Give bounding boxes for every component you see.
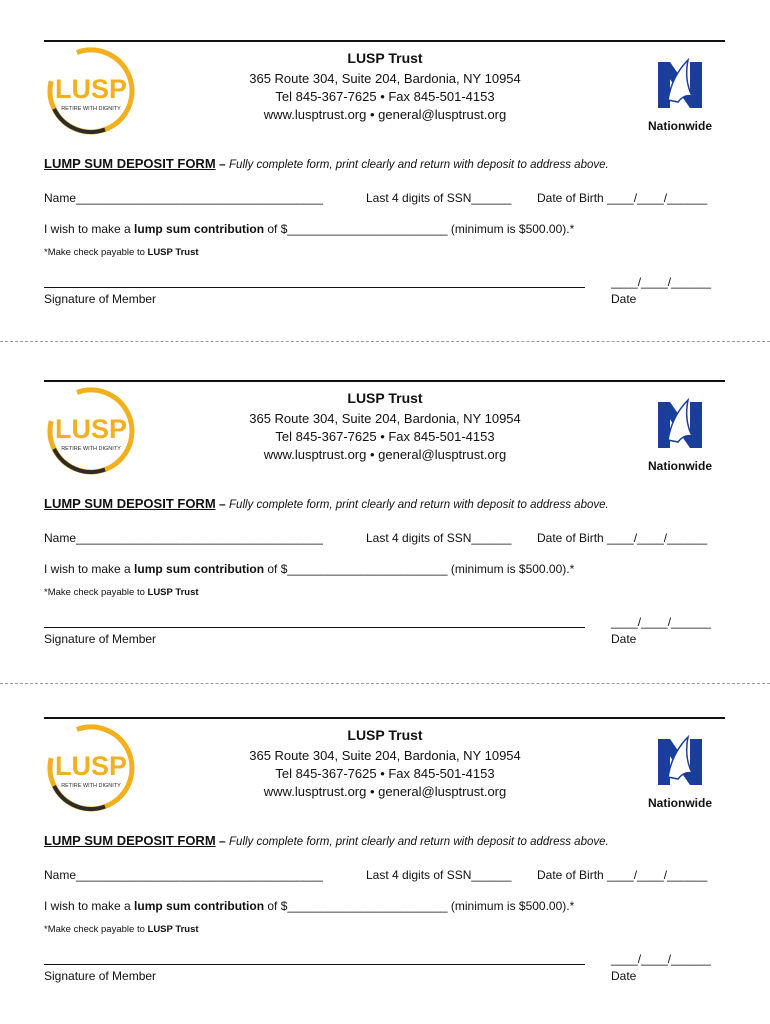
svg-text:Nationwide: Nationwide <box>647 119 713 133</box>
org-phone-fax: Tel 845-367-7625 • Fax 845-501-4153 <box>275 89 495 104</box>
payable-note: *Make check payable to LUSP Trust <box>44 587 199 598</box>
header-rule <box>44 40 725 42</box>
date-blanks[interactable]: ____/____/______ <box>611 615 712 629</box>
svg-text:RETIRE WITH DIGNITY: RETIRE WITH DIGNITY <box>61 106 121 112</box>
org-name: LUSP Trust <box>347 727 423 743</box>
date-blanks[interactable]: ____/____/______ <box>611 275 712 289</box>
signature-label: Signature of Member <box>44 292 157 306</box>
org-web-email: www.lusptrust.org • general@lusptrust.org <box>263 447 507 462</box>
svg-text:Nationwide: Nationwide <box>647 459 713 473</box>
form-heading <box>44 833 609 848</box>
deposit-slip-2 <box>0 380 770 680</box>
payable-note: *Make check payable to LUSP Trust <box>44 247 199 258</box>
svg-text:LUSP: LUSP <box>54 414 128 444</box>
form-title: LUMP SUM DEPOSIT FORM <box>44 496 216 511</box>
svg-text:LUSP: LUSP <box>54 74 128 104</box>
org-phone-fax: Tel 845-367-7625 • Fax 845-501-4153 <box>275 429 495 444</box>
date-label: Date <box>611 969 637 983</box>
nationwide-logo <box>636 727 726 811</box>
org-web-email: www.lusptrust.org • general@lusptrust.org <box>263 107 507 122</box>
form-title: LUMP SUM DEPOSIT FORM <box>44 833 216 848</box>
form-title-dash: – <box>219 157 226 171</box>
contribution-field[interactable]: I wish to make a lump sum contribution of $________________________ (minimum is $500.00).* <box>44 562 575 576</box>
form-instructions: Fully complete form, print clearly and return with deposit to address above. <box>229 159 609 171</box>
name-field[interactable]: Name_____________________________________ <box>44 191 323 205</box>
svg-text:Nationwide: Nationwide <box>647 796 713 810</box>
contribution-field[interactable]: I wish to make a lump sum contribution of $________________________ (minimum is $500.00).* <box>44 899 575 913</box>
dob-field[interactable]: Date of Birth ____/____/______ <box>537 868 708 882</box>
name-field[interactable]: Name_____________________________________ <box>44 531 323 545</box>
org-name: LUSP Trust <box>347 50 423 66</box>
date-blanks[interactable]: ____/____/______ <box>611 952 712 966</box>
deposit-slip-3 <box>0 717 770 1017</box>
ssn-field[interactable]: Last 4 digits of SSN______ <box>366 531 512 545</box>
lusp-logo <box>44 721 138 815</box>
cut-line <box>0 683 770 684</box>
svg-text:LUSP: LUSP <box>54 751 128 781</box>
org-address: 365 Route 304, Suite 204, Bardonia, NY 10954 <box>249 748 521 763</box>
lusp-logo <box>44 44 138 138</box>
form-title-dash: – <box>219 497 226 511</box>
payable-note: *Make check payable to LUSP Trust <box>44 924 199 935</box>
signature-label: Signature of Member <box>44 632 157 646</box>
form-title: LUMP SUM DEPOSIT FORM <box>44 156 216 171</box>
ssn-field[interactable]: Last 4 digits of SSN______ <box>366 868 512 882</box>
deposit-slip-1 <box>0 40 770 340</box>
form-heading <box>44 156 609 171</box>
name-field[interactable]: Name_____________________________________ <box>44 868 323 882</box>
header-rule <box>44 380 725 382</box>
date-label: Date <box>611 292 637 306</box>
org-name: LUSP Trust <box>347 390 423 406</box>
signature-label: Signature of Member <box>44 969 157 983</box>
contribution-field[interactable]: I wish to make a lump sum contribution of $________________________ (minimum is $500.00).* <box>44 222 575 236</box>
svg-text:RETIRE WITH DIGNITY: RETIRE WITH DIGNITY <box>61 783 121 789</box>
org-address: 365 Route 304, Suite 204, Bardonia, NY 10954 <box>249 71 521 86</box>
svg-text:RETIRE WITH DIGNITY: RETIRE WITH DIGNITY <box>61 446 121 452</box>
header-rule <box>44 717 725 719</box>
signature-line[interactable] <box>44 627 585 628</box>
org-phone-fax: Tel 845-367-7625 • Fax 845-501-4153 <box>275 766 495 781</box>
ssn-field[interactable]: Last 4 digits of SSN______ <box>366 191 512 205</box>
date-label: Date <box>611 632 637 646</box>
form-title-dash: – <box>219 834 226 848</box>
lusp-logo <box>44 384 138 478</box>
form-heading <box>44 496 609 511</box>
signature-line[interactable] <box>44 964 585 965</box>
signature-line[interactable] <box>44 287 585 288</box>
cut-line <box>0 341 770 342</box>
nationwide-logo <box>636 50 726 134</box>
dob-field[interactable]: Date of Birth ____/____/______ <box>537 531 708 545</box>
org-address: 365 Route 304, Suite 204, Bardonia, NY 10954 <box>249 411 521 426</box>
form-instructions: Fully complete form, print clearly and return with deposit to address above. <box>229 836 609 848</box>
form-instructions: Fully complete form, print clearly and return with deposit to address above. <box>229 499 609 511</box>
org-web-email: www.lusptrust.org • general@lusptrust.org <box>263 784 507 799</box>
dob-field[interactable]: Date of Birth ____/____/______ <box>537 191 708 205</box>
nationwide-logo <box>636 390 726 474</box>
